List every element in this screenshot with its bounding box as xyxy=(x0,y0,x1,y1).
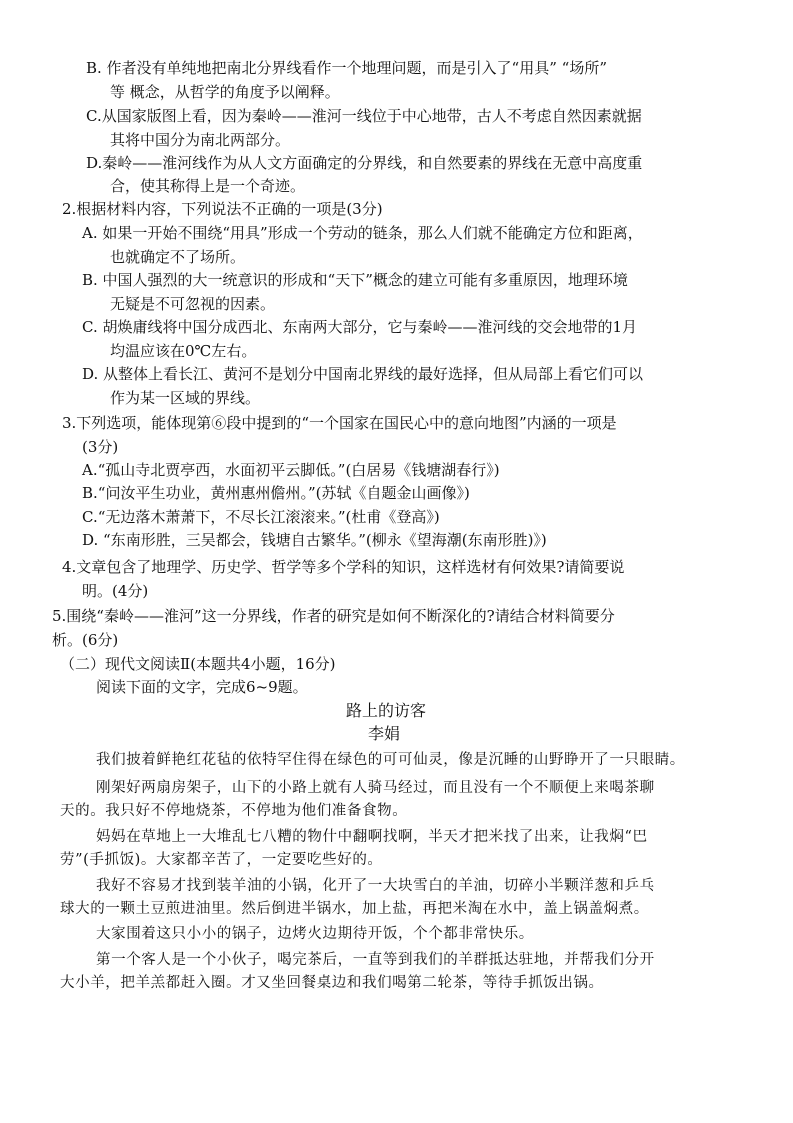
passage-paragraph-3-line1: 妈妈在草地上一大堆乱七八糟的物什中翻啊找啊，半天才把米找了出来，让我焖“巴 xyxy=(96,829,648,845)
passage-paragraph-2-line1: 刚架好两扇房架子，山下的小路上就有人骑马经过，而且没有一个不顺便上来喝茶聊 xyxy=(96,780,655,796)
q1-option-b-line2: 等 概念，从哲学的角度予以阐释。 xyxy=(110,83,340,101)
passage-paragraph-1: 我们披着鲜艳红花毡的依特罕住得在绿色的可可仙灵，像是沉睡的山野睁开了一只眼睛。 xyxy=(96,752,685,768)
q5-line1: 5.围绕“秦岭——淮河”这一分界线，作者的研究是如何不断深化的?请结合材料简要分 xyxy=(52,607,615,625)
passage-paragraph-4-line1: 我好不容易才找到装羊油的小锅，化开了一大块雪白的羊油，切碎小半颗洋葱和乒乓 xyxy=(96,878,655,894)
q4-line2: 明。(4分) xyxy=(82,582,149,600)
q2-option-c-line2: 均温应该在0℃左右。 xyxy=(110,342,257,360)
passage-paragraph-5: 大家围着这只小小的锅子，边烤火边期待开饭，个个都非常快乐。 xyxy=(96,926,534,942)
q1-option-c-line1: C.从国家版图上看，因为秦岭——淮河一线位于中心地带，古人不考虑自然因素就据 xyxy=(86,107,642,125)
q3-option-c: C.“无边落木萧萧下，不尽长江滚滚来。”(杜甫《登高》) xyxy=(82,508,440,526)
passage-paragraph-6-line1: 第一个客人是一个小伙子，喝完茶后，一直等到我们的羊群抵达驻地，并帮我们分开 xyxy=(96,952,655,968)
q3-option-a: A.“孤山寺北贾亭西，水面初平云脚低。”(白居易《钱塘湖春行》) xyxy=(82,461,500,479)
q3-option-d: D. “东南形胜，三吴都会，钱塘自古繁华。”(柳永《望海潮(东南形胜)》) xyxy=(82,531,547,549)
q1-option-d-line1: D.秦岭——淮河线作为从人文方面确定的分界线，和自然要素的界线在无意中高度重 xyxy=(86,154,643,172)
q3-stem-line2: (3分) xyxy=(82,438,119,456)
q1-option-c-line2: 其将中国分为南北两部分。 xyxy=(110,131,291,149)
q1-option-d-line2: 合，使其称得上是一个奇迹。 xyxy=(110,177,306,195)
passage-paragraph-3-line2: 劳”(手抓饭)。大家都辛苦了，一定要吃些好的。 xyxy=(60,852,383,868)
q2-option-d-line1: D. 从整体上看长江、黄河不是划分中国南北界线的最好选择，但从局部上看它们可以 xyxy=(82,365,644,383)
passage-paragraph-4-line2: 球大的一颗土豆煎进油里。然后倒进半锅水，加上盐，再把米淘在水中，盖上锅盖焖煮。 xyxy=(60,901,649,917)
q2-option-a-line2: 也就确定不了场所。 xyxy=(110,248,246,266)
q3-stem-line1: 3.下列选项，能体现第⑥段中提到的“一个国家在国民心中的意向地图”内涵的一项是 xyxy=(62,414,617,432)
q1-option-b-line1: B. 作者没有单纯地把南北分界线看作一个地理问题，而是引入了“用具” “场所” xyxy=(86,59,608,77)
passage-paragraph-6-line2: 大小羊，把羊羔都赶入圈。才又坐回餐桌边和我们喝第二轮茶，等待手抓饭出锅。 xyxy=(60,975,604,991)
section-instruction: 阅读下面的文字，完成6~9题。 xyxy=(96,678,308,696)
q2-option-a-line1: A. 如果一开始不围绕“用具”形成一个劳动的链条，那么人们就不能确定方位和距离， xyxy=(82,224,643,242)
passage-title: 路上的访客 xyxy=(346,701,427,720)
passage-author: 李娟 xyxy=(368,724,401,743)
passage-paragraph-2-line2: 天的。我只好不停地烧茶，不停地为他们准备食物。 xyxy=(60,803,408,819)
section-heading: （二）现代文阅读Ⅱ(本题共4小题，16分) xyxy=(60,655,336,673)
q4-line1: 4.文章包含了地理学、历史学、哲学等多个学科的知识，这样选材有何效果?请简要说 xyxy=(62,558,625,576)
q2-option-d-line2: 作为某一区域的界线。 xyxy=(110,389,261,407)
q5-line2: 析。(6分) xyxy=(52,631,119,649)
q3-option-b: B.“问汝平生功业，黄州惠州儋州。”(苏轼《自题金山画像》) xyxy=(82,484,470,502)
q2-stem: 2.根据材料内容，下列说法不正确的一项是(3分) xyxy=(62,200,383,218)
q2-option-b-line1: B. 中国人强烈的大一统意识的形成和“天下”概念的建立可能有多重原因，地理环境 xyxy=(82,271,628,289)
q2-option-b-line2: 无疑是不可忽视的因素。 xyxy=(110,295,276,313)
q2-option-c-line1: C. 胡焕庸线将中国分成西北、东南两大部分，它与秦岭——淮河线的交会地带的1月 xyxy=(82,318,638,336)
